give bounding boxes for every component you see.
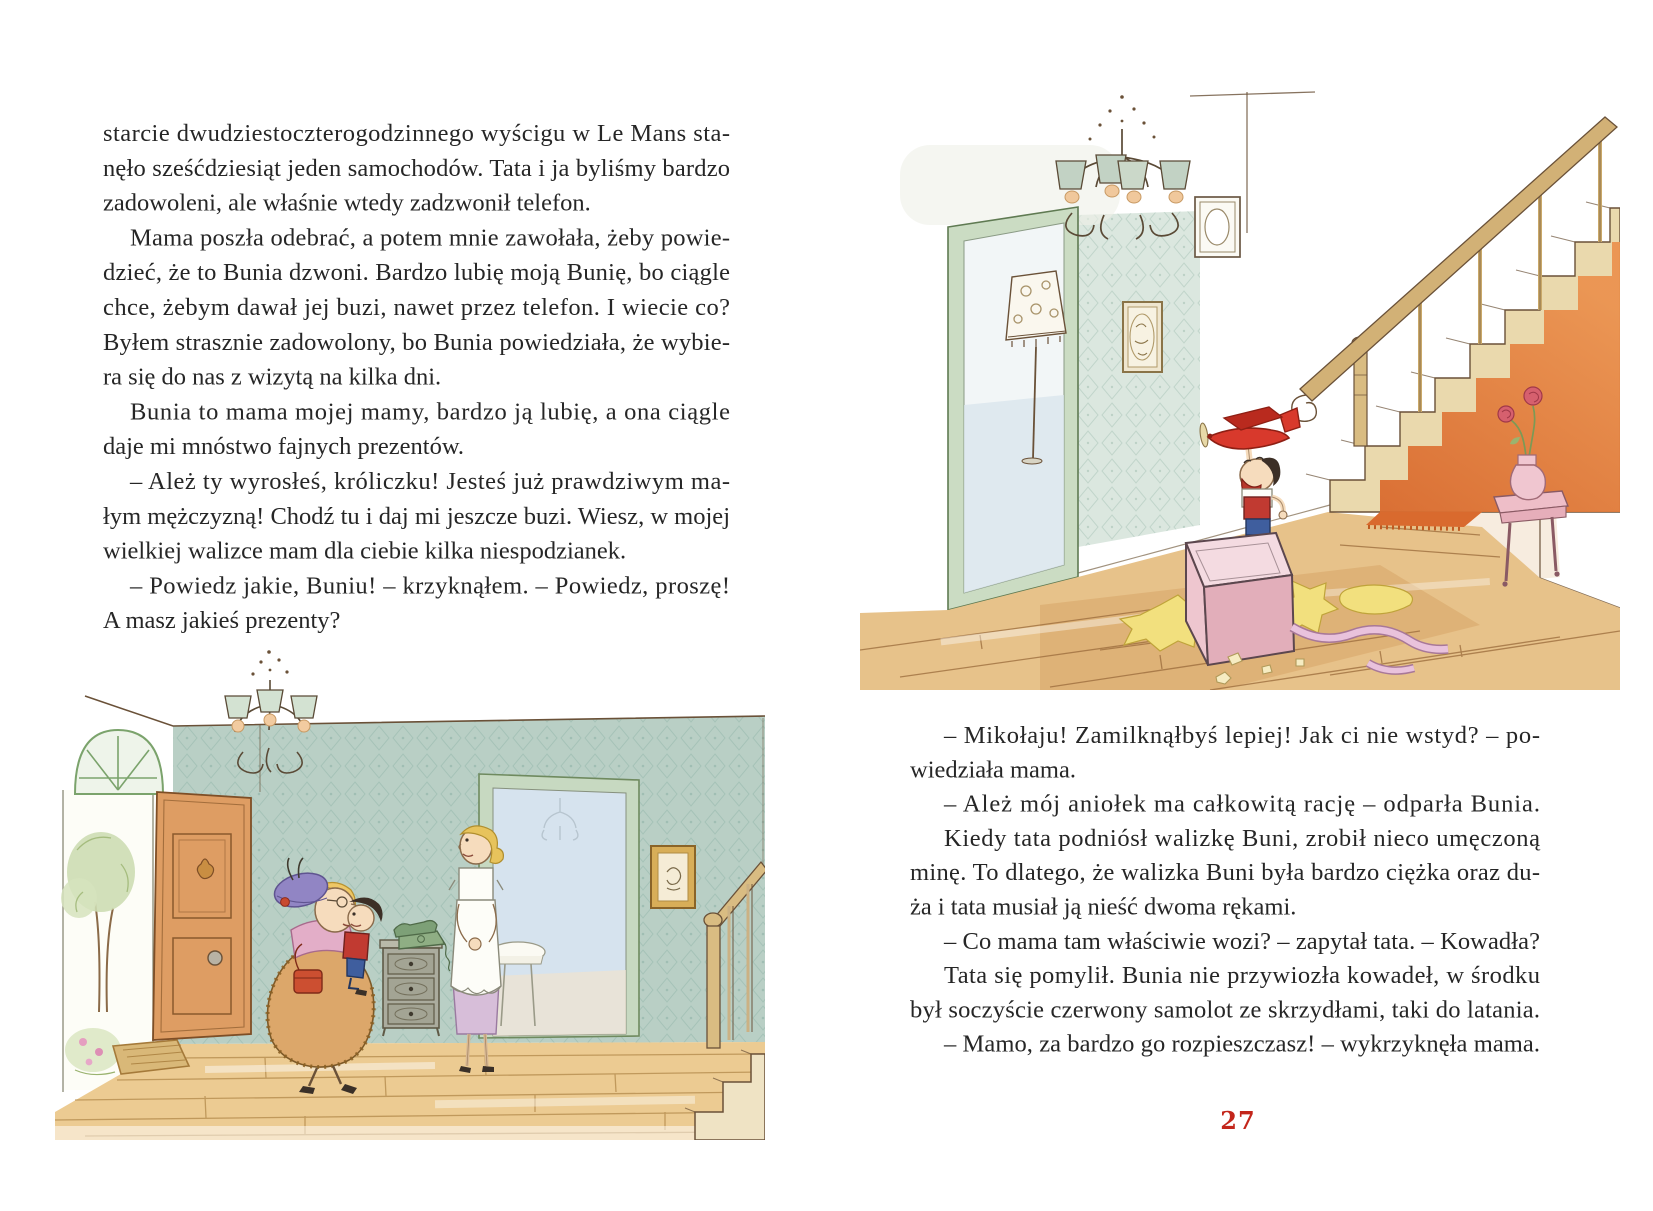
- text-line: – Ależ mój aniołek ma całkowitą rację – odparła Bunia.: [944, 790, 1540, 818]
- door-knob: [208, 951, 222, 965]
- blue-shorts: [1246, 519, 1270, 535]
- text-line: – Mikołaju! Zamilknąłbyś lepiej! Jak ci nie wstyd? – po-: [944, 722, 1540, 749]
- text-line: był soczyście czerwony samolot ze skrzydłami, taki do latania.: [910, 996, 1540, 1024]
- text-line: Tata się pomylił. Bunia nie przywiozła kowadeł, w środku: [944, 962, 1540, 990]
- text-line: Bunia to mama mojej mamy, bardzo ją lubię, a ona ciągle: [130, 398, 730, 426]
- text-line: – Ależ ty wyrosłeś, króliczku! Jesteś już prawdziwym ma-: [130, 468, 730, 495]
- text-line: – Mamo, za bardzo go rozpieszczasz! – wykrzyknęła mama.: [944, 1030, 1540, 1058]
- text-line: chce, żebym dawał jej buzi, nawet przez telefon. I wiecie co?: [103, 294, 730, 321]
- page-number: 27: [1220, 1106, 1256, 1135]
- chandelier-shades: [225, 690, 317, 732]
- left-text-block: [103, 120, 730, 634]
- text-line: starcie dwudziestoczterogodzinnego wyścigu w Le Mans sta-: [103, 120, 730, 147]
- framed-picture: [651, 846, 695, 908]
- text-line: – Co mama tam właściwie wozi? – zapytał tata. – Kowadła?: [944, 927, 1540, 955]
- hall-doorway: [479, 774, 639, 1038]
- oval-picture: [1195, 197, 1240, 257]
- text-line: ra się do nas z wizytą na kilka dni.: [103, 363, 442, 391]
- chest-of-drawers: [380, 940, 442, 1036]
- text-line: łym mężczyzną! Chodź tu i daj mi jeszcze buzi. Wiesz, w mojej: [103, 502, 730, 530]
- right-illustration: [860, 65, 1620, 690]
- text-line: A masz jakieś prezenty?: [103, 607, 341, 635]
- right-text-block: [910, 722, 1541, 1058]
- left-page-text: [103, 108, 732, 644]
- text-line: nęło sześćdziesiąt jeden samochodów. Tata i ja byliśmy bardzo: [103, 154, 730, 182]
- right-page-text: [910, 712, 1542, 1068]
- gift-box: [1186, 533, 1294, 665]
- front-door: [153, 792, 251, 1040]
- arch-window: [75, 730, 163, 794]
- carpet-runner-end: [1366, 512, 1482, 527]
- text-line: minę. To dlatego, że walizka Buni była bardzo ciężka oraz du-: [910, 859, 1540, 887]
- boy-pants: [347, 958, 365, 978]
- text-line: ża i tata musiał ją nieść dwoma rękami.: [910, 893, 1297, 921]
- text-line: daje mi mnóstwo fajnych prezentów.: [103, 433, 465, 461]
- boy-face: [348, 905, 374, 931]
- text-line: Kiedy tata podniósł walizkę Buni, zrobił nieco umęczoną: [944, 824, 1540, 852]
- red-vest: [1244, 497, 1270, 519]
- clasped-hands: [469, 938, 481, 950]
- text-line: wiedziała mama.: [910, 756, 1076, 784]
- left-illustration: [55, 640, 765, 1140]
- text-line: zadowoleni, ale właśnie wtedy zadzwonił telefon.: [103, 189, 591, 217]
- text-line: dzieć, że to Bunia dzwoni. Bardzo lubię moją Bunię, bo ciągle: [103, 259, 730, 287]
- text-line: – Powiedz jakie, Buniu! – krzyknąłem. – Powiedz, proszę!: [130, 572, 730, 600]
- mother-blouse: [459, 868, 493, 904]
- small-picture: [1123, 302, 1162, 372]
- left-doorway: [948, 207, 1078, 610]
- text-line: Byłem strasznie zadowolony, bo Bunia powiedziała, że wybie-: [103, 328, 730, 356]
- boy-sweater: [343, 932, 369, 960]
- text-line: Mama poszła odebrać, a potem mnie zawołała, żeby powie-: [130, 224, 730, 252]
- text-line: wielkiej walizce mam dla ciebie kilka niespodzianek.: [103, 537, 627, 565]
- newel-post: [707, 926, 720, 1048]
